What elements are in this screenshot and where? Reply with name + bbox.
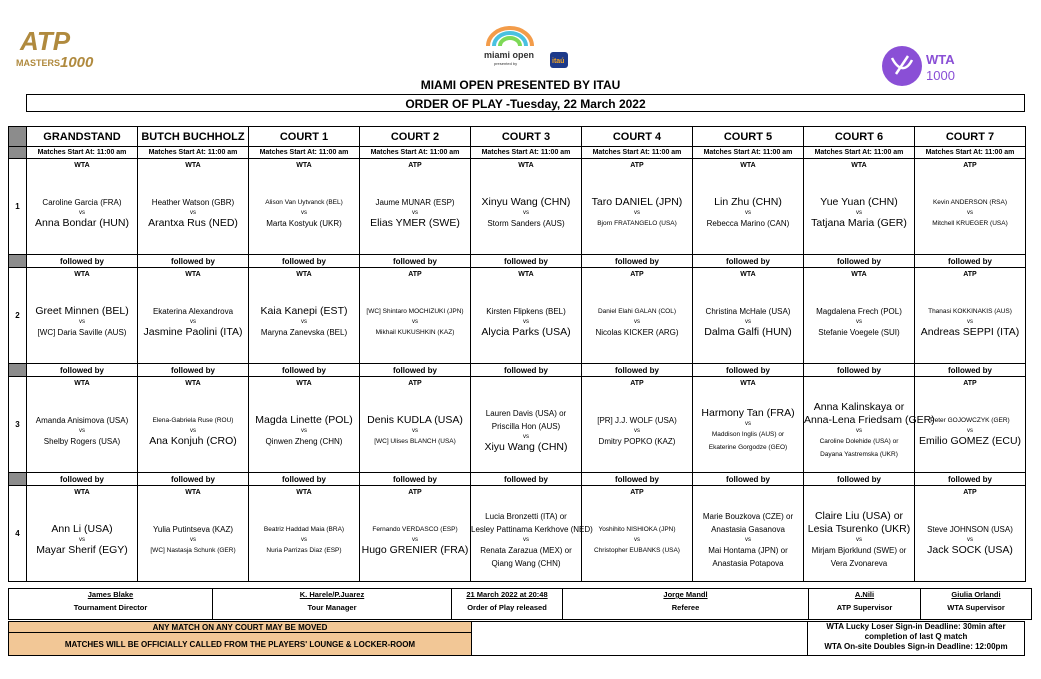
tour-label: WTA [851,271,867,278]
player-one: Greet Minnen (BEL) [35,304,129,317]
match-cell [804,268,915,364]
player-one: Anna Kalinskaya or [813,400,905,413]
notices-table [8,621,1025,656]
player-two: Nuria Parrizas Diaz (ESP) [266,546,342,554]
vs-label: vs [301,209,307,216]
player-two: Dmitry POPKO (KAZ) [598,436,676,446]
player-two: Shelby Rogers (USA) [43,436,121,446]
tour-label: WTA [185,380,201,387]
followed-by-cell: followed by [693,364,804,377]
match-cell [249,268,360,364]
match-cell [249,486,360,582]
court-header: COURT 5 [693,127,804,147]
tour-label: WTA [74,489,90,496]
start-time-cell: Matches Start At: 11:00 am [138,147,249,159]
start-time-cell: Matches Start At: 11:00 am [582,147,693,159]
tour-label: WTA [185,489,201,496]
vs-label: vs [301,536,307,543]
followed-by-cell: followed by [27,364,138,377]
player-one: Magda Linette (POL) [255,413,353,426]
player-two: Rebecca Marino (CAN) [706,218,790,228]
signature-wta-supervisor: Giulia Orlandi WTA Supervisor [921,589,1032,620]
start-time-row [9,147,1026,159]
followed-by-cell: followed by [360,255,471,268]
player-one: Lucia Bronzetti (ITA) or [485,511,567,521]
vs-label: vs [190,209,196,216]
match-cell [27,159,138,255]
player-two-alt: Qiang Wang (CHN) [491,558,561,568]
player-one-alt: Priscilla Hon (AUS) [491,422,561,431]
tour-label: WTA [740,380,756,387]
player-two: Arantxa Rus (NED) [148,216,238,229]
tour-label: WTA [296,489,312,496]
vs-label: vs [967,209,973,216]
player-one: Lin Zhu (CHN) [714,195,782,208]
vs-label: vs [745,536,751,543]
vs-label: vs [856,536,862,543]
followed-by-cell: followed by [804,255,915,268]
followed-by-cell: followed by [138,364,249,377]
player-two: Mai Hontama (JPN) or [708,545,788,555]
vs-label: vs [79,318,85,325]
player-two: Xiyu Wang (CHN) [484,441,568,453]
vs-label: vs [79,209,85,216]
player-two: Maryna Zanevska (BEL) [260,327,348,337]
tour-label: WTA [740,271,756,278]
followed-by-cell: followed by [582,255,693,268]
vs-label: vs [745,421,751,427]
player-two: [WC] Nastasja Schunk (GER) [150,546,236,554]
player-two: [WC] Ulises BLANCH (USA) [374,437,456,445]
player-one-alt: Anastasia Gasanova [711,524,785,534]
followed-by-cell: followed by [249,473,360,486]
vs-label: vs [856,427,862,434]
vs-label: vs [412,536,418,543]
player-one: Denis KUDLA (USA) [367,413,463,426]
player-two: Dalma Galfi (HUN) [704,325,792,338]
match-cell [471,486,593,582]
player-one: Amanda Anisimova (USA) [35,415,129,425]
page-title: MIAMI OPEN PRESENTED BY ITAU [420,78,621,92]
match-cell [471,377,582,473]
match-row [9,159,1026,255]
match-cell [582,268,693,364]
start-time-cell: Matches Start At: 11:00 am [693,147,804,159]
tour-label: WTA [185,271,201,278]
vs-label: vs [523,318,529,325]
shade-cell [9,255,27,268]
wta-logo-text: WTA [926,52,955,67]
match-cell [27,377,138,473]
player-one: Marie Bouzkova (CZE) or [702,511,794,521]
player-one: Steve JOHNSON (USA) [927,524,1013,534]
tour-label: WTA [296,380,312,387]
player-one: Heather Watson (GBR) [151,197,235,207]
player-one: Yue Yuan (CHN) [820,195,898,208]
court-header: COURT 3 [471,127,582,147]
tour-label: WTA [74,380,90,387]
match-cell [360,268,471,364]
player-two: Mirjam Bjorklund (SWE) or [811,545,907,555]
vs-label: vs [634,318,640,325]
match-cell [138,486,249,582]
match-cell [360,486,471,582]
vs-label: vs [190,536,196,543]
followed-by-cell: followed by [27,473,138,486]
match-cell [804,377,935,473]
player-one: Kirsten Flipkens (BEL) [486,306,566,316]
player-two-alt: Vera Zvonareva [830,558,888,568]
match-order-number: 1 [9,159,27,255]
court-header: COURT 1 [249,127,360,147]
match-cell [693,377,804,473]
match-cell [471,268,582,364]
vs-label: vs [745,209,751,216]
match-cell [693,159,804,255]
player-one: Lauren Davis (USA) or [485,409,567,418]
player-two-alt: Dayana Yastremska (UKR) [820,450,898,458]
match-cell [582,159,693,255]
player-two: Jasmine Paolini (ITA) [143,325,243,338]
player-two-alt: Ekaterine Gorgodze (GEO) [708,444,788,451]
followed-by-cell: followed by [27,255,138,268]
notice-players-lounge: MATCHES WILL BE OFFICIALLY CALLED FROM THE PLAYERS' LOUNGE & LOCKER-ROOM [9,633,472,656]
followed-by-cell: followed by [804,473,915,486]
player-two: Elias YMER (SWE) [370,216,460,229]
player-one-alt: Lesia Tsurenko (UKR) [807,522,911,535]
vs-label: vs [412,209,418,216]
match-cell [360,159,471,255]
vs-label: vs [412,318,418,325]
followed-by-cell: followed by [471,364,582,377]
tour-label: ATP [963,489,977,496]
player-one: Beatriz Haddad Maia (BRA) [263,525,345,533]
player-one: Claire Liu (USA) or [814,509,904,522]
player-two: Qinwen Zheng (CHN) [265,436,343,446]
wta-1000-text: 1000 [926,68,955,83]
followed-by-cell: followed by [582,364,693,377]
signature-release-time: 21 March 2022 at 20:48 Order of Play released [452,589,563,620]
tour-label: ATP [963,380,977,387]
player-one: Alison Van Uytvanck (BEL) [265,198,343,206]
match-cell [27,486,138,582]
tour-label: ATP [963,271,977,278]
match-order-number: 2 [9,268,27,364]
player-one: Peter GOJOWCZYK (GER) [930,416,1010,424]
vs-label: vs [856,209,862,216]
player-two: Bjorn FRATANGELO (USA) [597,219,677,227]
player-one: Magdalena Frech (POL) [816,306,902,316]
match-cell [915,159,1026,255]
tour-label: ATP [630,489,644,496]
player-two: Tatjana Maria (GER) [811,216,907,229]
corner-cell [9,127,27,147]
match-cell [804,486,915,582]
player-two: Hugo GRENIER (FRA) [361,543,469,556]
start-time-cell: Matches Start At: 11:00 am [249,147,360,159]
match-cell [582,486,693,582]
match-row [9,377,1026,473]
followed-by-cell: followed by [915,364,1026,377]
player-one: Kevin ANDERSON (RSA) [932,198,1008,206]
tour-label: ATP [630,271,644,278]
player-one-alt: Lesley Pattinama Kerkhove (NED) [471,524,593,534]
tour-label: ATP [630,380,644,387]
tour-label: WTA [518,271,534,278]
tour-label: WTA [296,271,312,278]
tour-label: ATP [963,162,977,169]
atp-masters-text: MASTERS [16,58,61,68]
player-two: Marta Kostyuk (UKR) [266,218,342,228]
followed-by-cell: followed by [915,255,1026,268]
followed-by-cell: followed by [693,473,804,486]
player-one: Xinyu Wang (CHN) [481,195,571,208]
vs-label: vs [190,427,196,434]
player-two: Storm Sanders (AUS) [487,218,565,228]
match-cell [915,486,1026,582]
atp-masters-1000-logo [14,26,118,70]
match-row [9,268,1026,364]
player-two: Emilio GOMEZ (ECU) [918,434,1022,447]
match-cell [915,377,1026,473]
court-header-row [9,127,1026,147]
start-time-cell: Matches Start At: 11:00 am [471,147,582,159]
player-two: [WC] Daria Saville (AUS) [37,327,127,337]
player-two: Jack SOCK (USA) [927,543,1013,556]
match-cell [471,159,582,255]
tour-label: WTA [296,162,312,169]
miami-presented-text: presented by [494,61,518,66]
vs-label: vs [523,209,529,216]
player-one-alt: Anna-Lena Friedsam (GER) [804,413,935,426]
player-one: Harmony Tan (FRA) [701,407,795,419]
match-cell [138,159,249,255]
followed-by-row [9,255,1026,268]
match-cell [27,268,138,364]
tour-label: WTA [74,271,90,278]
player-two: Ana Konjuh (CRO) [149,434,237,447]
vs-label: vs [523,536,529,543]
followed-by-cell: followed by [804,364,915,377]
vs-label: vs [523,434,529,440]
followed-by-row [9,364,1026,377]
miami-open-logo [482,24,574,74]
vs-label: vs [634,536,640,543]
vs-label: vs [412,427,418,434]
atp-1000-text: 1000 [60,54,94,71]
player-one: Daniel Elahi GALAN (COL) [597,307,677,315]
player-one: Yoshihito NISHIOKA (JPN) [598,525,676,533]
vs-label: vs [967,427,973,434]
player-one: Elena-Gabriela Ruse (ROU) [152,416,234,424]
match-cell [360,377,471,473]
vs-label: vs [301,427,307,434]
player-two: Mikhail KUKUSHKIN (KAZ) [375,328,455,336]
followed-by-cell: followed by [138,473,249,486]
vs-label: vs [79,427,85,434]
notice-deadlines: WTA Lucky Loser Sign-in Deadline: 30min after completion of last Q match WTA On-site Doubles Sign-in Deadline: 12:00pm [808,622,1025,656]
tour-label: WTA [851,162,867,169]
player-two: Caroline Dolehide (USA) or [819,437,899,445]
court-header: GRANDSTAND [27,127,138,147]
match-cell [582,377,693,473]
start-time-cell: Matches Start At: 11:00 am [915,147,1026,159]
vs-label: vs [634,427,640,434]
tour-label: ATP [408,271,422,278]
start-time-cell: Matches Start At: 11:00 am [360,147,471,159]
tour-label: WTA [740,162,756,169]
match-cell [249,377,360,473]
court-header: COURT 4 [582,127,693,147]
shade-cell [9,147,27,159]
tour-label: WTA [74,162,90,169]
tour-label: WTA [518,162,534,169]
tour-label: ATP [408,489,422,496]
vs-label: vs [745,318,751,325]
match-cell [693,268,804,364]
player-two: Mayar Sherif (EGY) [36,543,128,556]
followed-by-cell: followed by [249,255,360,268]
atp-logo-text: ATP [20,26,71,56]
signatures-table [8,588,1032,620]
player-one: [PR] J.J. WOLF (USA) [597,415,677,425]
tour-label: ATP [408,162,422,169]
vs-label: vs [634,209,640,216]
itau-logo-text: itaú [552,58,565,65]
signature-referee: Jorge Mandl Referee [563,589,809,620]
miami-open-text: miami open [484,50,535,60]
notice-any-match-moved: ANY MATCH ON ANY COURT MAY BE MOVED [9,622,472,633]
followed-by-cell: followed by [249,364,360,377]
player-one: [WC] Shintaro MOCHIZUKI (JPN) [366,307,464,315]
player-two: Alycia Parks (USA) [481,325,571,338]
player-two-alt: Anastasia Potapova [712,558,784,568]
match-row [9,486,1026,582]
player-two: Stefanie Voegele (SUI) [818,327,900,337]
match-cell [138,377,249,473]
vs-label: vs [190,318,196,325]
vs-label: vs [301,318,307,325]
match-cell [249,159,360,255]
player-one: Kaia Kanepi (EST) [260,304,348,317]
player-one: Caroline Garcia (FRA) [42,197,122,207]
signature-tour-manager: K. Harele/P.Juarez Tour Manager [213,589,452,620]
shade-cell [9,364,27,377]
followed-by-row [9,473,1026,486]
match-order-number: 4 [9,486,27,582]
player-one: Yulia Putintseva (KAZ) [152,524,234,534]
player-two: Andreas SEPPI (ITA) [920,325,1020,338]
court-header: COURT 6 [804,127,915,147]
match-cell [915,268,1026,364]
player-two: Renata Zarazua (MEX) or [480,545,572,555]
match-cell [693,486,804,582]
match-cell [804,159,915,255]
vs-label: vs [967,318,973,325]
followed-by-cell: followed by [693,255,804,268]
player-two: Anna Bondar (HUN) [35,216,129,229]
match-cell [138,268,249,364]
player-two: Mitchell KRUEGER (USA) [932,219,1008,227]
player-one: Ann Li (USA) [51,522,113,535]
tour-label: ATP [408,380,422,387]
player-one: Ekaterina Alexandrova [152,306,234,316]
notice-blank-area [472,622,808,656]
followed-by-cell: followed by [471,255,582,268]
followed-by-cell: followed by [360,364,471,377]
tour-label: ATP [630,162,644,169]
start-time-cell: Matches Start At: 11:00 am [804,147,915,159]
court-header: COURT 7 [915,127,1026,147]
player-one: Jaume MUNAR (ESP) [375,197,455,207]
player-one: Thanasi KOKKINAKIS (AUS) [928,307,1012,315]
signature-tournament-director: James Blake Tournament Director [9,589,213,620]
court-header: COURT 2 [360,127,471,147]
vs-label: vs [856,318,862,325]
shade-cell [9,473,27,486]
player-one: Taro DANIEL (JPN) [591,195,683,208]
followed-by-cell: followed by [360,473,471,486]
start-time-cell: Matches Start At: 11:00 am [27,147,138,159]
followed-by-cell: followed by [582,473,693,486]
player-one: Christina McHale (USA) [705,306,791,316]
vs-label: vs [967,536,973,543]
player-one: Fernando VERDASCO (ESP) [372,525,458,533]
player-two: Maddison Inglis (AUS) or [711,431,785,438]
court-header: BUTCH BUCHHOLZ [138,127,249,147]
signature-atp-supervisor: A.Nili ATP Supervisor [809,589,921,620]
vs-label: vs [79,536,85,543]
player-two: Nicolas KICKER (ARG) [595,327,679,337]
followed-by-cell: followed by [471,473,582,486]
order-of-play-date: ORDER OF PLAY -Tuesday, 22 March 2022 [26,94,1025,112]
tour-label: WTA [185,162,201,169]
match-order-number: 3 [9,377,27,473]
player-two: Christopher EUBANKS (USA) [594,546,680,554]
order-of-play-grid [8,126,1026,582]
followed-by-cell: followed by [915,473,1026,486]
followed-by-cell: followed by [138,255,249,268]
